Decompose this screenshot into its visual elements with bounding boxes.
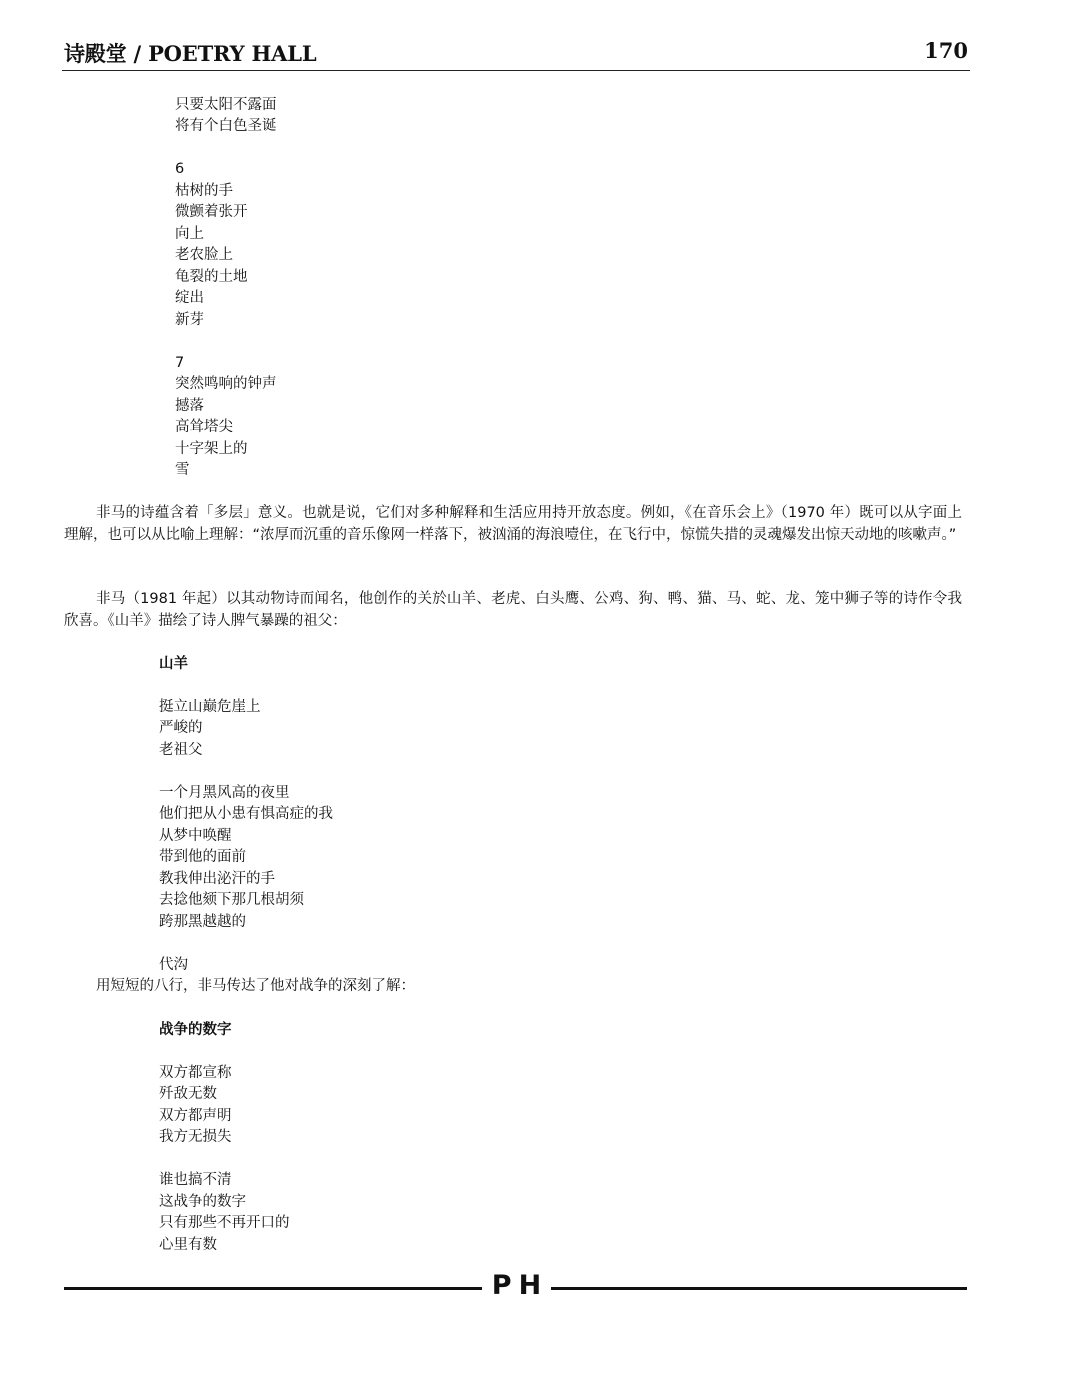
footer-logo: PH xyxy=(491,1270,549,1301)
poem-line: 将有个白色圣诞 xyxy=(175,118,277,134)
poem-line: 教我伸出泌汗的手 xyxy=(159,871,275,887)
poem-line: 双方都声明 xyxy=(159,1108,232,1124)
poem-line: 跨那黑越越的 xyxy=(159,914,246,930)
poem-line: 双方都宣称 xyxy=(159,1065,232,1081)
footer-rule-left xyxy=(64,1287,482,1290)
poem-line: 挺立山巅危崖上 xyxy=(159,699,261,715)
poem-line: 从梦中唤醒 xyxy=(159,828,232,844)
journal-title: 诗殿堂 / POETRY HALL xyxy=(64,41,317,66)
poem-line: 枯树的手 xyxy=(175,183,233,199)
war-poem-intro: 用短短的八行，非马传达了他对战争的深刻了解： xyxy=(96,978,415,994)
poem-line: 他们把从小患有惧高症的我 xyxy=(159,806,333,822)
poem-line: 向上 xyxy=(175,226,204,242)
poem-line: 新芽 xyxy=(175,312,204,328)
poem-line: 代沟 xyxy=(159,957,188,973)
page-number: 170 xyxy=(924,38,968,63)
poem-line: 严峻的 xyxy=(159,720,203,736)
poem-line: 老农脸上 xyxy=(175,247,233,263)
poem-line: 老祖父 xyxy=(159,742,203,758)
poem-line: 只要太阳不露面 xyxy=(175,97,277,113)
poem-line: 歼敌无数 xyxy=(159,1086,217,1102)
footer-rule-right xyxy=(551,1287,967,1290)
body-paragraph: 非马（1981 年起）以其动物诗而闻名，他创作的关於山羊、老虎、白头鹰、公鸡、狗、鸭、猫、马、蛇、龙、笼中狮子等的诗作令我欣喜。《山羊》描绘了诗人脾气暴躁的祖父： xyxy=(64,591,962,629)
poem-line: 去捻他颏下那几根胡须 xyxy=(159,892,304,908)
poem-line: 十字架上的 xyxy=(175,441,248,457)
poem-line: 带到他的面前 xyxy=(159,849,246,865)
body-paragraph: 非马的诗蕴含着「多层」意义。也就是说，它们对多种解释和生活应用持开放态度。例如，《在音乐会上》（1970 年）既可以从字面上理解，也可以从比喻上理解：“浓厚而沉重的音乐像网一样落下，被汹涌的海浪噎住，在飞行中，惊慌失措的灵魂爆发出惊天动地的咳嗽声。” xyxy=(64,505,962,543)
poem-line: 绽出 xyxy=(175,290,204,306)
poem-title: 战争的数字 xyxy=(159,1022,232,1038)
section-number: 6 xyxy=(175,161,185,177)
poem-line: 微颤着张开 xyxy=(175,204,248,220)
poem-line: 只有那些不再开口的 xyxy=(159,1215,290,1231)
poem-line: 这战争的数字 xyxy=(159,1194,246,1210)
poem-line: 心里有数 xyxy=(159,1237,217,1253)
poem-line: 一个月黑风高的夜里 xyxy=(159,785,290,801)
page-header xyxy=(62,34,970,71)
poem-line: 雪 xyxy=(175,462,190,478)
poem-line: 撼落 xyxy=(175,398,204,414)
poem-line: 谁也搞不清 xyxy=(159,1172,232,1188)
poem-line: 我方无损失 xyxy=(159,1129,232,1145)
poem-title: 山羊 xyxy=(159,656,188,672)
poem-line: 龟裂的土地 xyxy=(175,269,248,285)
poem-line: 高耸塔尖 xyxy=(175,419,233,435)
section-number: 7 xyxy=(175,355,185,371)
poem-line: 突然鸣响的钟声 xyxy=(175,376,277,392)
